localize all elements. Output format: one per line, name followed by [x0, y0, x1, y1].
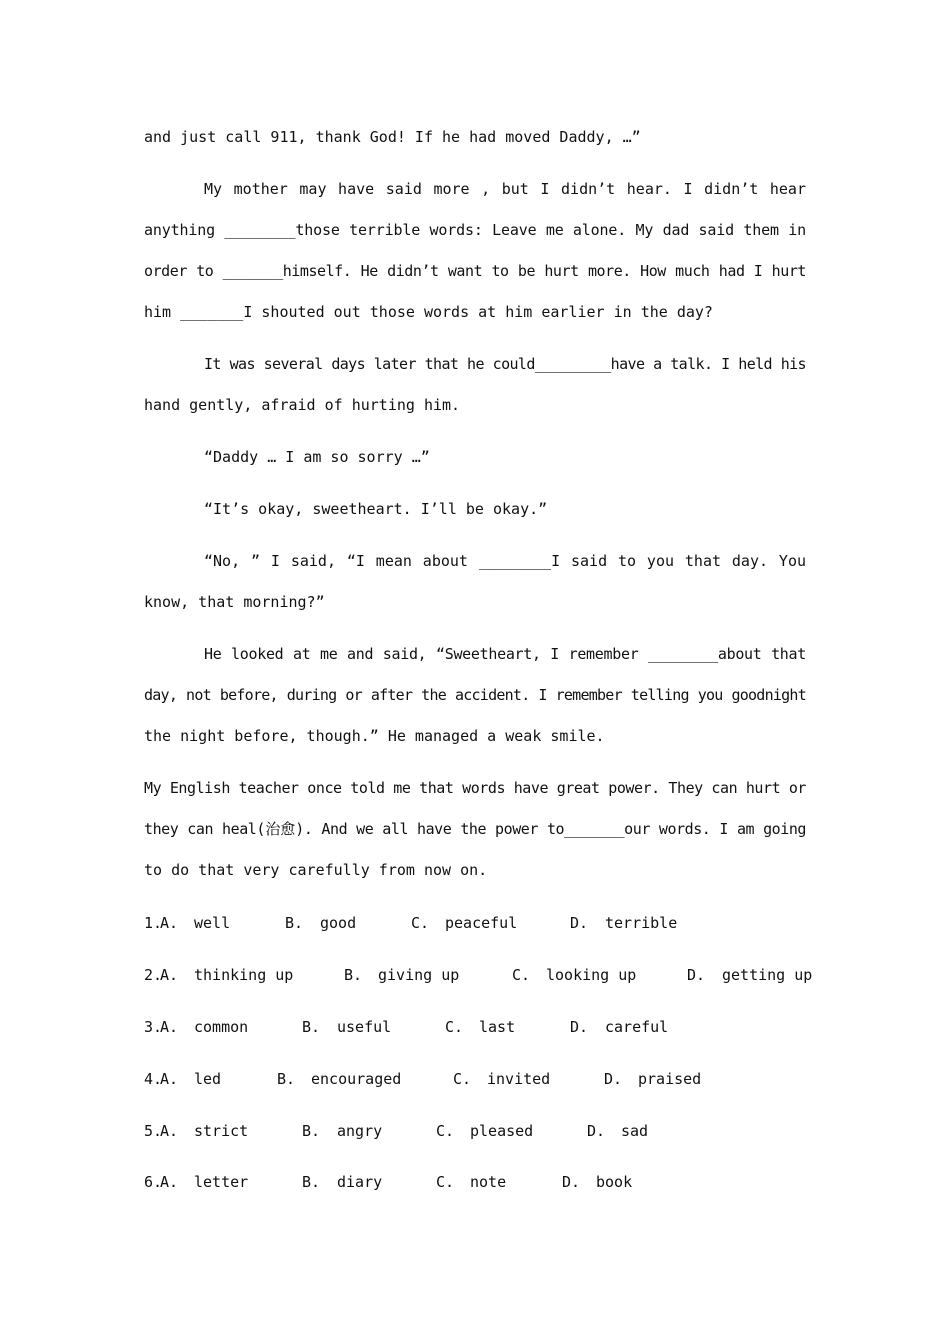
passage-line: anything ________those terrible words: Leave me alone. My dad said them in — [144, 221, 806, 239]
question-number: 2. — [144, 966, 163, 984]
option-text: invited — [487, 1070, 551, 1088]
option-letter: A. — [160, 1070, 179, 1088]
passage-line: “No, ” I said, “I mean about ________I said to you that day. You — [204, 552, 806, 570]
passage-line: the night before, though.” He managed a weak smile. — [144, 727, 605, 745]
option-text: good — [320, 914, 357, 932]
question-number: 3. — [144, 1018, 163, 1036]
option-letter: B. — [344, 966, 363, 984]
option-letter: C. — [445, 1018, 464, 1036]
option-text: peaceful — [445, 914, 518, 932]
option-text: useful — [337, 1018, 392, 1036]
passage-line: order to _______himself. He didn’t want to be hurt more. How much had I hurt — [144, 262, 806, 280]
option-text: letter — [194, 1173, 249, 1191]
option-letter: C. — [436, 1173, 455, 1191]
option-letter: B. — [302, 1018, 321, 1036]
passage-line: My mother may have said more , but I didn’t hear. I didn’t hear — [204, 180, 806, 198]
option-letter: D. — [687, 966, 706, 984]
option-letter: C. — [436, 1122, 455, 1140]
option-letter: C. — [411, 914, 430, 932]
option-text: diary — [337, 1173, 383, 1191]
passage-line: He looked at me and said, “Sweetheart, I remember ________about that — [204, 645, 806, 663]
option-text: thinking up — [194, 966, 294, 984]
passage-line: hand gently, afraid of hurting him. — [144, 396, 461, 414]
passage-line: they can heal(治愈). And we all have the power to_______our words. I am going — [144, 820, 806, 838]
passage-line: day, not before, during or after the accident. I remember telling you goodnight — [144, 686, 806, 704]
passage-line: to do that very carefully from now on. — [144, 861, 488, 879]
option-letter: D. — [604, 1070, 623, 1088]
option-text: well — [194, 914, 231, 932]
option-letter: D. — [570, 1018, 589, 1036]
option-text: strict — [194, 1122, 249, 1140]
option-letter: A. — [160, 1173, 179, 1191]
option-letter: D. — [562, 1173, 581, 1191]
option-text: looking up — [546, 966, 637, 984]
option-text: getting up — [722, 966, 813, 984]
option-letter: B. — [302, 1173, 321, 1191]
option-letter: A. — [160, 914, 179, 932]
option-letter: C. — [453, 1070, 472, 1088]
question-number: 1. — [144, 914, 163, 932]
question-number: 6. — [144, 1173, 163, 1191]
option-text: giving up — [378, 966, 460, 984]
option-text: pleased — [470, 1122, 534, 1140]
option-letter: B. — [302, 1122, 321, 1140]
option-letter: B. — [285, 914, 304, 932]
option-text: praised — [638, 1070, 702, 1088]
option-text: encouraged — [311, 1070, 402, 1088]
option-text: led — [194, 1070, 222, 1088]
option-letter: D. — [587, 1122, 606, 1140]
option-letter: B. — [277, 1070, 296, 1088]
option-text: sad — [621, 1122, 649, 1140]
option-letter: A. — [160, 1122, 179, 1140]
passage-line: “Daddy … I am so sorry …” — [204, 448, 430, 466]
option-text: terrible — [605, 914, 678, 932]
passage-line: and just call 911, thank God! If he had moved Daddy, …” — [144, 128, 641, 146]
option-text: careful — [605, 1018, 669, 1036]
option-letter: A. — [160, 966, 179, 984]
option-letter: C. — [512, 966, 531, 984]
passage-line: My English teacher once told me that words have great power. They can hurt or — [144, 779, 806, 797]
option-text: last — [479, 1018, 516, 1036]
option-text: angry — [337, 1122, 383, 1140]
question-number: 4. — [144, 1070, 163, 1088]
option-letter: D. — [570, 914, 589, 932]
question-number: 5. — [144, 1122, 163, 1140]
passage-line: It was several days later that he could_________have a talk. I held his — [204, 355, 806, 373]
option-text: note — [470, 1173, 507, 1191]
option-text: common — [194, 1018, 249, 1036]
option-letter: A. — [160, 1018, 179, 1036]
passage-line: know, that morning?” — [144, 593, 325, 611]
passage-line: him _______I shouted out those words at him earlier in the day? — [144, 303, 713, 321]
option-text: book — [596, 1173, 633, 1191]
passage-line: “It’s okay, sweetheart. I’ll be okay.” — [204, 500, 548, 518]
